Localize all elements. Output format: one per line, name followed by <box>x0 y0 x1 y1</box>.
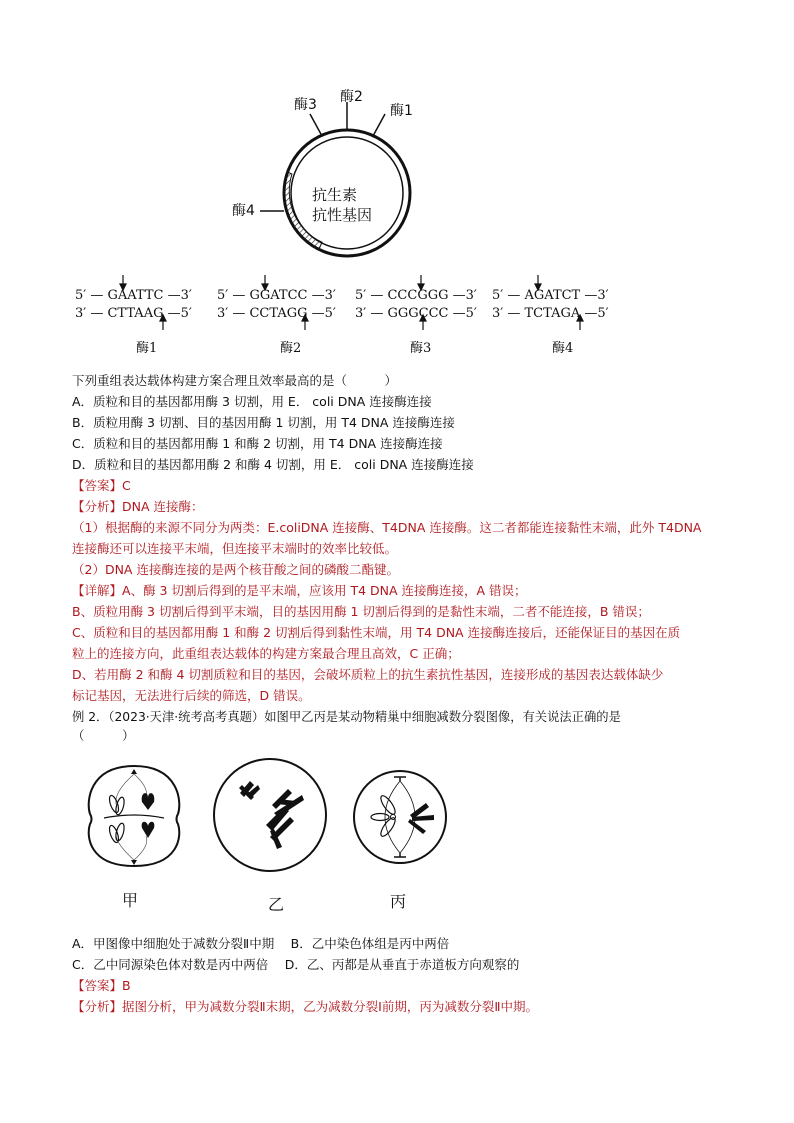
q1-detail-line-3: C、质粒和目的基因都用酶 1 和酶 2 切割后得到黏性末端，用 T4 DNA 连接酶连接后，还能保证目的基因在质 <box>72 625 681 640</box>
q1-detail-tag: 【详解】 <box>72 583 123 598</box>
q1-analysis-line-3: （2）DNA 连接酶连接的是两个核苷酸之间的磷酸二酯键。 <box>72 562 399 577</box>
q2-options-line-2: C．乙中同源染色体对数是丙中两倍 D．乙、丙都是从垂直于赤道板方向观察的 <box>72 957 520 972</box>
q1-option-d: D．质粒和目的基因都用酶 2 和酶 4 切割，用 E． coli DNA 连接酶连接 <box>72 457 474 472</box>
site3-enzyme-name: 酶3 <box>410 341 432 356</box>
q1-detail-text-1: A、酶 3 切割后得到的是平末端，应该用 T4 DNA 连接酶连接，A 错误； <box>122 583 527 598</box>
site2-enzyme-name: 酶2 <box>280 341 302 356</box>
site1-top-strand: 5′ — GAATTC —3′ <box>75 288 192 303</box>
site2-top-strand: 5′ — GGATCC —3′ <box>217 288 336 303</box>
q1-analysis-line-2: 连接酶还可以连接平末端，但连接平末端时的效率比较低。 <box>72 541 398 556</box>
enzyme4-label: 酶4 <box>232 203 255 219</box>
cell-jia-figure <box>84 762 184 872</box>
q2-answer-tag: 【答案】 <box>72 978 123 993</box>
enzyme1-label: 酶1 <box>390 103 413 119</box>
site1-bottom-strand: 3′ — CTTAAG —5′ <box>75 306 192 321</box>
q1-option-c: C．质粒和目的基因都用酶 1 和酶 2 切割，用 T4 DNA 连接酶连接 <box>72 436 443 451</box>
q1-detail-line-6: 标记基因，无法进行后续的筛选，D 错误。 <box>72 688 311 703</box>
q1-analysis-tag: 【分析】 <box>72 499 123 514</box>
q1-detail-line-1 <box>72 581 527 601</box>
q1-answer-tag: 【答案】 <box>72 478 123 493</box>
q2-analysis <box>72 997 538 1017</box>
gene-label-line1: 抗生素 <box>312 186 358 204</box>
q2-stem-line-1: 例 2．（2023·天津·统考高考真题）如图甲乙丙是某动物精巢中细胞减数分裂图像，有关说法正确的是 <box>72 710 621 724</box>
cell-yi-label: 乙 <box>268 895 285 914</box>
q1-analysis-line-1: （1）根据酶的来源不同分为两类：E.coliDNA 连接酶、T4DNA 连接酶。这二者都能连接黏性末端，此外 T4DNA <box>72 520 702 535</box>
q1-stem: 下列重组表达载体构建方案合理且效率最高的是（ ） <box>72 373 398 388</box>
q2-options-line-1: A．甲图像中细胞处于减数分裂Ⅱ中期 B．乙中染色体组是丙中两倍 <box>72 936 450 951</box>
q1-detail-line-4: 粒上的连接方向，此重组表达载体的构建方案最合理且高效，C 正确； <box>72 646 460 661</box>
q1-option-a: A．质粒和目的基因都用酶 3 切割，用 E． coli DNA 连接酶连接 <box>72 394 432 409</box>
site3-bottom-strand: 3′ — GGGCCC —5′ <box>355 306 477 321</box>
q2-answer-value: B <box>122 978 131 993</box>
site4-bottom-strand: 3′ — TCTAGA —5′ <box>492 306 609 321</box>
cell-jia-label: 甲 <box>122 891 139 910</box>
gene-label-line2: 抗性基因 <box>312 206 373 224</box>
q2-analysis-text: 据图分析，甲为减数分裂Ⅱ末期，乙为减数分裂Ⅰ前期，丙为减数分裂Ⅱ中期。 <box>122 999 539 1014</box>
cell-yi-figure <box>210 755 330 875</box>
enzyme2-label: 酶2 <box>340 89 363 105</box>
q2-stem-line-2: （ ） <box>72 728 135 743</box>
enzyme3-label: 酶3 <box>294 97 317 113</box>
q1-detail-line-2: B、质粒用酶 3 切割后得到平末端，目的基因用酶 1 切割后得到的是黏性末端，二者不能连接，B 错误； <box>72 604 650 619</box>
q1-answer <box>72 476 131 496</box>
cell-bing-label: 丙 <box>390 892 407 911</box>
site4-enzyme-name: 酶4 <box>552 341 574 356</box>
site1-enzyme-name: 酶1 <box>136 341 158 356</box>
site3-top-strand: 5′ — CCCGGG —3′ <box>355 288 477 303</box>
q2-analysis-tag: 【分析】 <box>72 999 123 1014</box>
q1-analysis-head <box>72 497 204 517</box>
q1-answer-value: C <box>122 478 131 493</box>
q1-detail-line-5: D、若用酶 2 和酶 4 切割质粒和目的基因，会破坏质粒上的抗生素抗性基因，连接形成的基因表达载体缺少 <box>72 667 664 682</box>
site4-top-strand: 5′ — AGATCT —3′ <box>492 288 609 303</box>
site2-bottom-strand: 3′ — CCTAGG —5′ <box>217 306 336 321</box>
q1-analysis-title: DNA 连接酶： <box>122 499 204 514</box>
cell-bing-figure <box>350 765 450 869</box>
q1-option-b: B．质粒用酶 3 切割、目的基因用酶 1 切割，用 T4 DNA 连接酶连接 <box>72 415 455 430</box>
q2-answer <box>72 976 131 996</box>
